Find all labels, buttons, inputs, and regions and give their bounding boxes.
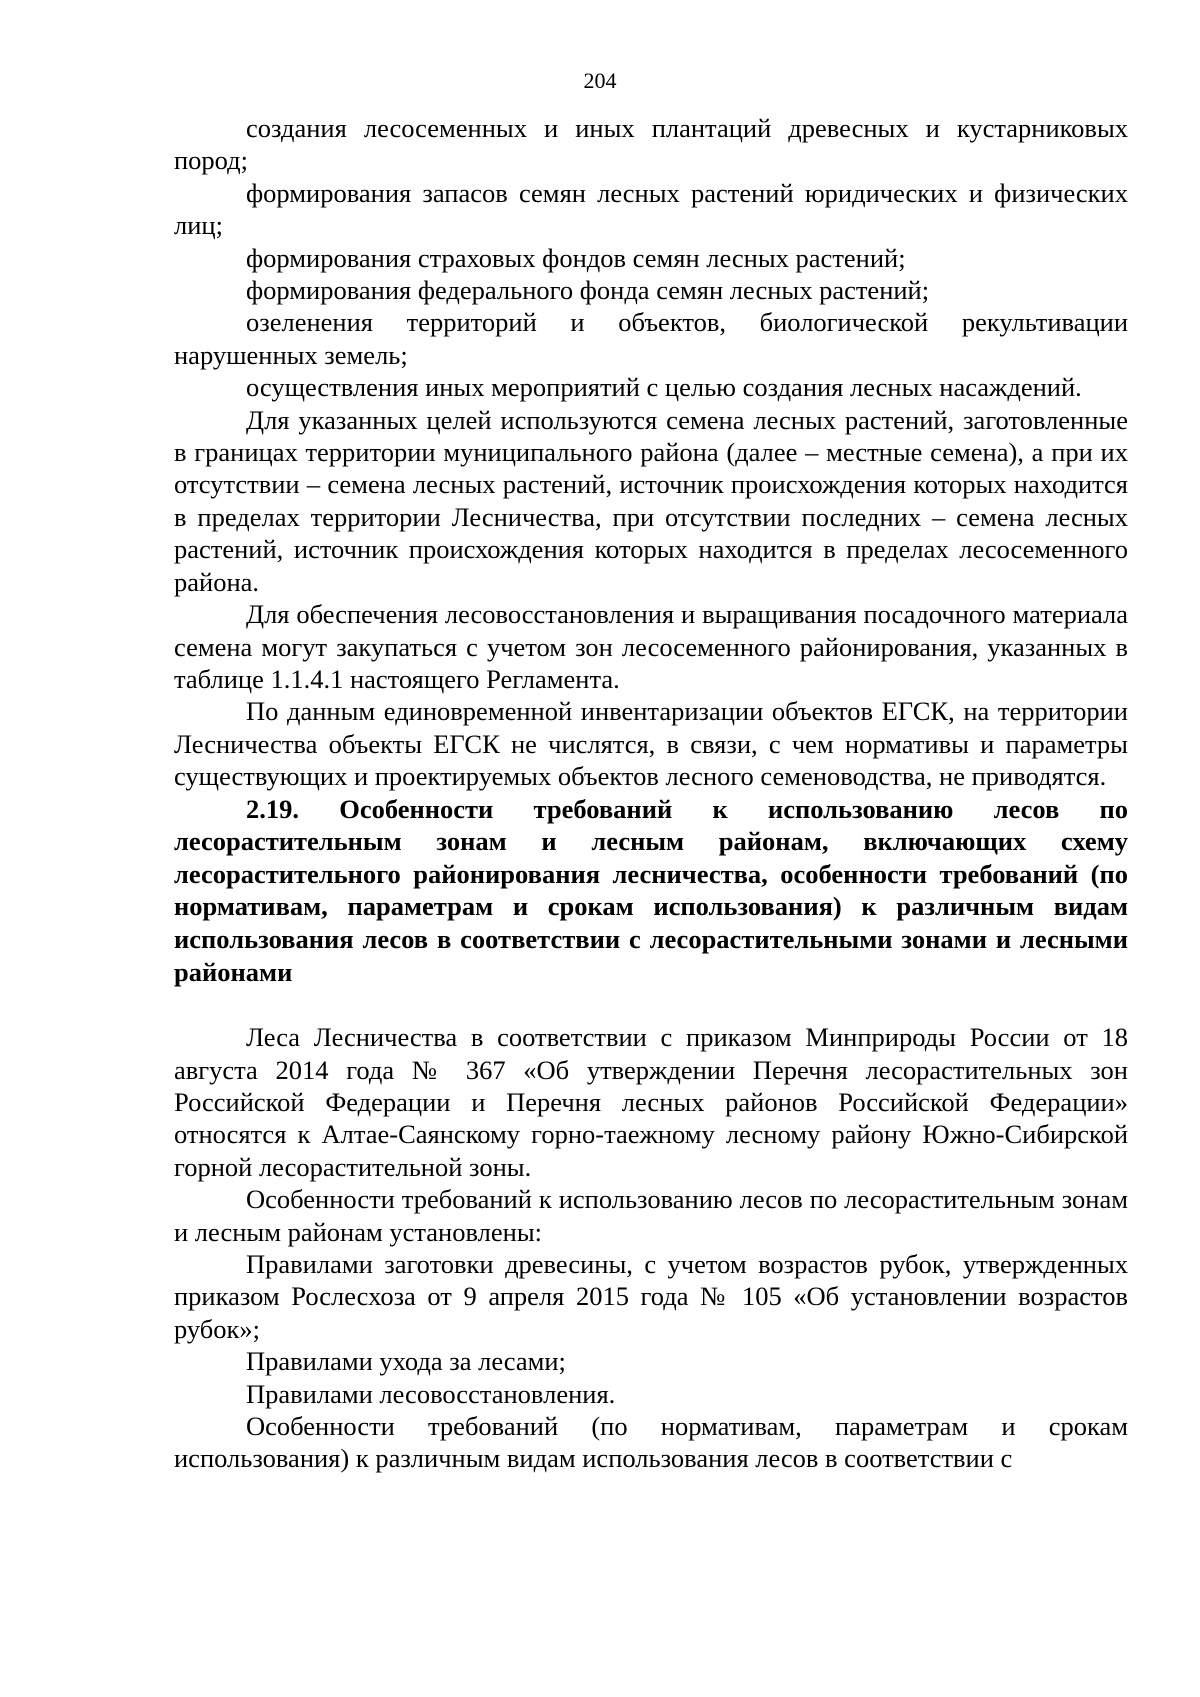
paragraph: осуществления иных мероприятий с целью создания лесных насаждений. xyxy=(246,372,1082,403)
paragraph: По данным единовременной инвентаризации объектов ЕГСК, на территории Лесничества объекты ЕГСК не числятся, в связи, с чем нормативы и параметры существующих и проектируемых объектов лесного семеноводства, не приводятся. xyxy=(174,696,1128,792)
document-body xyxy=(174,112,1128,1475)
paragraph: Для обеспечения лесовосстановления и выращивания посадочного материала семена могут закупаться с учетом зон лесосеменного районирования, указанных в таблице 1.1.4.1 настоящего Регламента. xyxy=(174,599,1128,694)
paragraph: Особенности требований к использованию лесов по лесорастительным зонам и лесным районам установлены: xyxy=(174,1184,1128,1247)
section-heading: 2.19. Особенности требований к использованию лесов по лесорастительным зонам и лесным районам, включающих схему лесорастительного районирования лесничества, особенности требований (по нормативам, параметрам и срокам использования) к различным видам использования лесов в соответствии с лесорастительными зонами и лесными районами xyxy=(174,793,1128,987)
paragraph: формирования федерального фонда семян лесных растений; xyxy=(246,275,930,306)
paragraph: Правилами лесовосстановления. xyxy=(246,1378,616,1409)
section-body xyxy=(174,1021,1128,1475)
paragraph: Правилами ухода за лесами; xyxy=(246,1346,566,1377)
page-number: 204 xyxy=(583,68,617,93)
paragraph: Правилами заготовки древесины, с учетом возрастов рубок, утвержденных приказом Рослесхоза от 9 апреля 2015 года № 105 «Об установлении возрастов рубок»; xyxy=(174,1248,1128,1344)
paragraph: формирования запасов семян лесных растений юридических и физических лиц; xyxy=(174,177,1128,241)
paragraph: формирования страховых фондов семян лесных растений; xyxy=(246,242,906,273)
paragraph: озеленения территорий и объектов, биологической рекультивации нарушенных земель; xyxy=(174,307,1128,370)
paragraph: Леса Лесничества в соответствии с приказом Минприроды России от 18 августа 2014 года № 367 «Об утверждении Перечня лесорастительных зон Российской Федерации и Перечня лесных районов Российской Федерации» относятся к Алтае-Саянскому горно-таежному лесному району Южно-Сибирской горной лесорастительной зоны. xyxy=(174,1022,1128,1182)
paragraph: создания лесосеменных и иных плантаций древесных и кустарниковых пород; xyxy=(174,113,1128,176)
paragraph: Особенности требований (по нормативам, параметрам и срокам использования) к различным видам использования лесов в соответствии с xyxy=(174,1410,1128,1474)
paragraph: Для указанных целей используются семена лесных растений, заготовленные в границах территории муниципального района (далее – местные семена), а при их отсутствии – семена лесных растений, источник происхождения которых находится в пределах территории Лесничества, при отсутствии последних – семена лесных растений, источник происхождения которых находится в пределах лесосеменного района. xyxy=(174,404,1128,597)
